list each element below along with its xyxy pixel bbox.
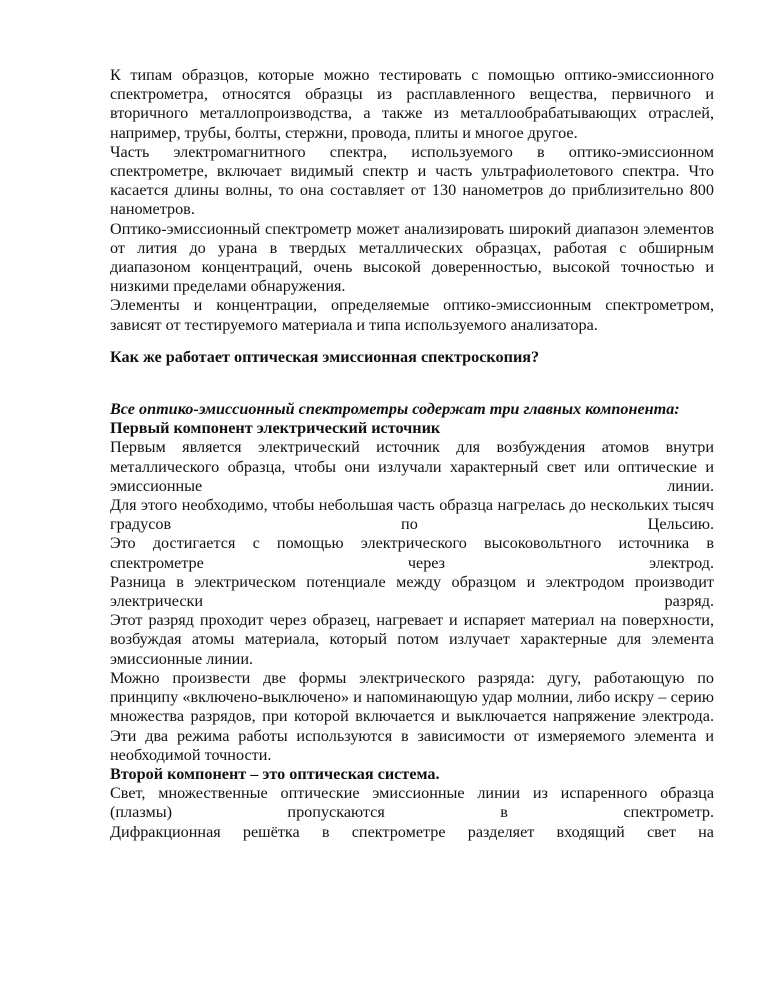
heading-second-component: Второй компонент – это оптическая система. [110,764,440,783]
document-page [110,66,714,842]
paragraph-discharge-forms: Можно произвести две формы электрического разряда: дугу, работающую по принципу «включено-выключено» и напоминающую удар молнии, либо искру – серию множества разрядов, при которой включается и выключается напряжение электрода. [110,668,714,726]
paragraph-modes: Эти два режима работы используются в зависимости от измеряемого элемента и необходимой точности. [110,726,714,764]
paragraph-potential-difference: Разница в электрическом потенциале между образцом и электродом производит электрически разряд. [110,572,714,611]
paragraph-heating: Для этого необходимо, чтобы небольшая часть образца нагрелась до нескольких тысяч градусов по Цельсию. [110,496,714,534]
paragraph-elements-concentrations: Элементы и концентрации, определяемые оптико-эмиссионным спектрометром, зависят от тестируемого материала и типа используемого анализатора. [110,296,714,334]
spacer [110,335,714,348]
heading-how-it-works: Как же работает оптическая эмиссионная спектроскопия? [110,347,540,366]
spacer [110,367,714,400]
paragraph-spectrum-part: Часть электромагнитного спектра, используемого в оптико-эмиссионном спектрометре, включает видимый спектр и часть ультрафиолетового спектра. Что касается длины волны, то она составляет от 130 нанометров до приблизительно 800 нанометров. [110,142,714,219]
paragraph-discharge: Этот разряд проходит через образец, нагревает и испаряет материал на поверхности, возбуждая атомы материала, который потом излучает характерные для элемента эмиссионные линии. [110,611,714,668]
paragraph-optical-lines: Свет, множественные оптические эмиссионные линии из испаренного образца (плазмы) пропускаются в спектрометр. [110,784,714,822]
paragraph-diffraction-grating: Дифракционная решётка в спектрометре разделяет входящий свет на [110,822,714,841]
paragraph-element-range: Оптико-эмиссионный спектрометр может анализировать широкий диапазон элементов от лития до урана в твердых металлических образцах, работая с обширным диапазоном концентраций, очень высокой доверенностью, высокой точностью и низкими пределами обнаружения. [110,219,714,296]
paragraph-first-source: Первым является электрический источник для возбуждения атомов внутри металлического образца, чтобы они излучали характерный свет или оптические и эмиссионные линии. [110,438,714,495]
paragraph-sample-types: К типам образцов, которые можно тестировать с помощью оптико-эмиссионного спектрометра, относятся образцы из расплавленного вещества, первичного и вторичного металлопроизводства, а также из металлообрабатывающих отраслей, например, трубы, болты, стержни, провода, плиты и многое другое. [110,66,714,142]
heading-three-components: Все оптико-эмиссионный спектрометры содержат три главных компонента: [110,400,680,419]
heading-first-component: Первый компонент электрический источник [110,419,441,438]
paragraph-high-voltage: Это достигается с помощью электрического высоковольтного источника в спектрометре через электрод. [110,534,714,572]
